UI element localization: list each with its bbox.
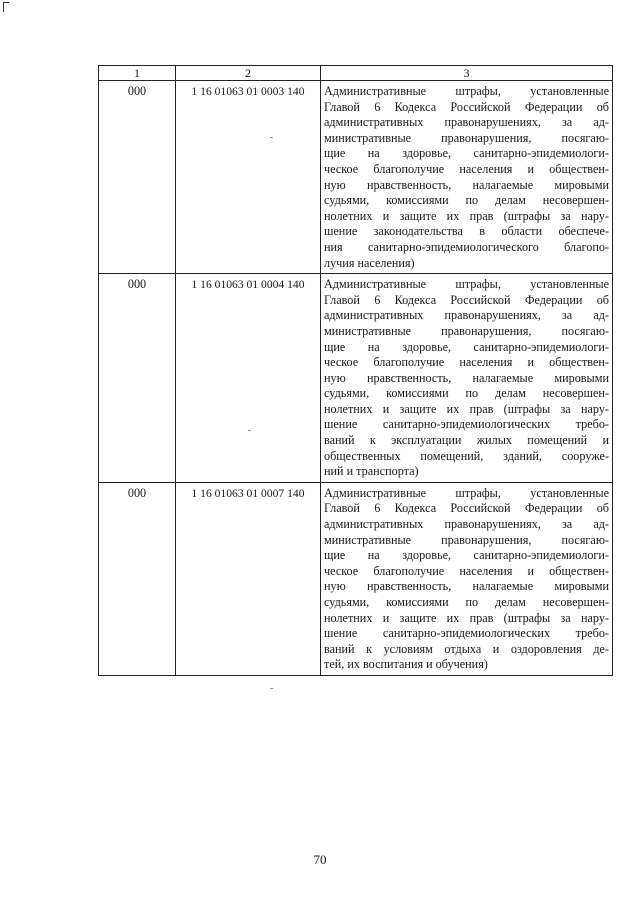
revenue-description-cell (321, 274, 613, 483)
description-line: шение санитарно-эпидемиологических требо- (324, 417, 609, 432)
description-line: ческое благополучие населения и обществен- (324, 355, 609, 370)
description-line: нолетних и защите их прав (штрафы за нару- (324, 401, 609, 416)
scan-corner-mark (3, 2, 9, 12)
table-row (99, 482, 613, 675)
description-line: щие на здоровье, санитарно-эпидемиологи- (324, 548, 609, 563)
description-line: Главой 6 Кодекса Российской Федерации об (324, 99, 609, 114)
page-number: 70 (313, 852, 327, 867)
description-line: административных правонарушениях, за ад- (324, 308, 609, 323)
budget-classification-code-cell: 1 16 01063 01 0007 140 (176, 482, 321, 675)
admin-code-cell: 000 (99, 274, 176, 483)
budget-classification-code-cell: 1 16 01063 01 0004 140 (176, 274, 321, 483)
description-line: министративные правонарушения, посягаю- (324, 323, 609, 338)
scan-speck (248, 430, 251, 431)
description-line: нолетних и защите их прав (штрафы за нару- (324, 610, 609, 625)
column-header-2: 2 (176, 66, 321, 81)
description-line: ную нравственность, налагаемые мировыми (324, 370, 609, 385)
description-line: шение санитарно-эпидемиологических требо- (324, 626, 609, 641)
description-line: министративные правонарушения, посягаю- (324, 532, 609, 547)
description-line: шение законодательства в области обеспече- (324, 224, 609, 239)
description-line: Главой 6 Кодекса Российской Федерации об (324, 501, 609, 516)
scan-speck (270, 688, 273, 689)
description-line: ния санитарно-эпидемиологического благопо- (324, 239, 609, 254)
scan-speck (270, 137, 273, 138)
description-line: ную нравственность, налагаемые мировыми (324, 177, 609, 192)
description-line: Административные штрафы, установленные (324, 277, 609, 292)
description-line: Административные штрафы, установленные (324, 84, 609, 98)
revenue-description-cell (321, 482, 613, 675)
column-header-1: 1 (99, 66, 176, 81)
description-line: Главой 6 Кодекса Российской Федерации об (324, 292, 609, 307)
description-line: ваний к условиям отдыха и оздоровления де- (324, 641, 609, 656)
table-row (99, 81, 613, 274)
description-line: ческое благополучие населения и обществен- (324, 563, 609, 578)
description-line: тей, их воспитания и обучения) (324, 657, 488, 672)
description-line: щие на здоровье, санитарно-эпидемиологи- (324, 146, 609, 161)
admin-code-cell: 000 (99, 482, 176, 675)
description-line: судьями, комиссиями по делам несовершен- (324, 595, 609, 609)
column-header-3: 3 (321, 66, 613, 81)
description-line: министративные правонарушения, посягаю- (324, 130, 609, 145)
description-line: судьями, комиссиями по делам несовершен- (324, 193, 609, 208)
table-row (99, 274, 613, 483)
description-line: ваний к эксплуатации жилых помещений и (324, 433, 609, 448)
description-line: административных правонарушениях, за ад- (324, 517, 609, 532)
admin-code-cell: 000 (99, 81, 176, 274)
description-line: ний и транспорта) (324, 464, 419, 479)
description-line: лучия населения) (324, 255, 415, 270)
description-line: общественных помещений, зданий, сооруже- (324, 448, 609, 463)
description-line: административных правонарушениях, за ад- (324, 115, 609, 130)
description-line: судьями, комиссиями по делам несовершен- (324, 386, 609, 401)
budget-classification-code-cell: 1 16 01063 01 0003 140 (176, 81, 321, 274)
revenue-description-cell (321, 81, 613, 274)
table-header-row (99, 66, 613, 81)
description-line: ную нравственность, налагаемые мировыми (324, 579, 609, 594)
description-line: щие на здоровье, санитарно-эпидемиологи- (324, 339, 609, 354)
budget-codes-table (98, 65, 613, 676)
description-line: Административные штрафы, установленные (324, 485, 609, 500)
description-line: нолетних и защите их прав (штрафы за нару- (324, 208, 609, 223)
description-line: ческое благополучие населения и обществен- (324, 161, 609, 176)
